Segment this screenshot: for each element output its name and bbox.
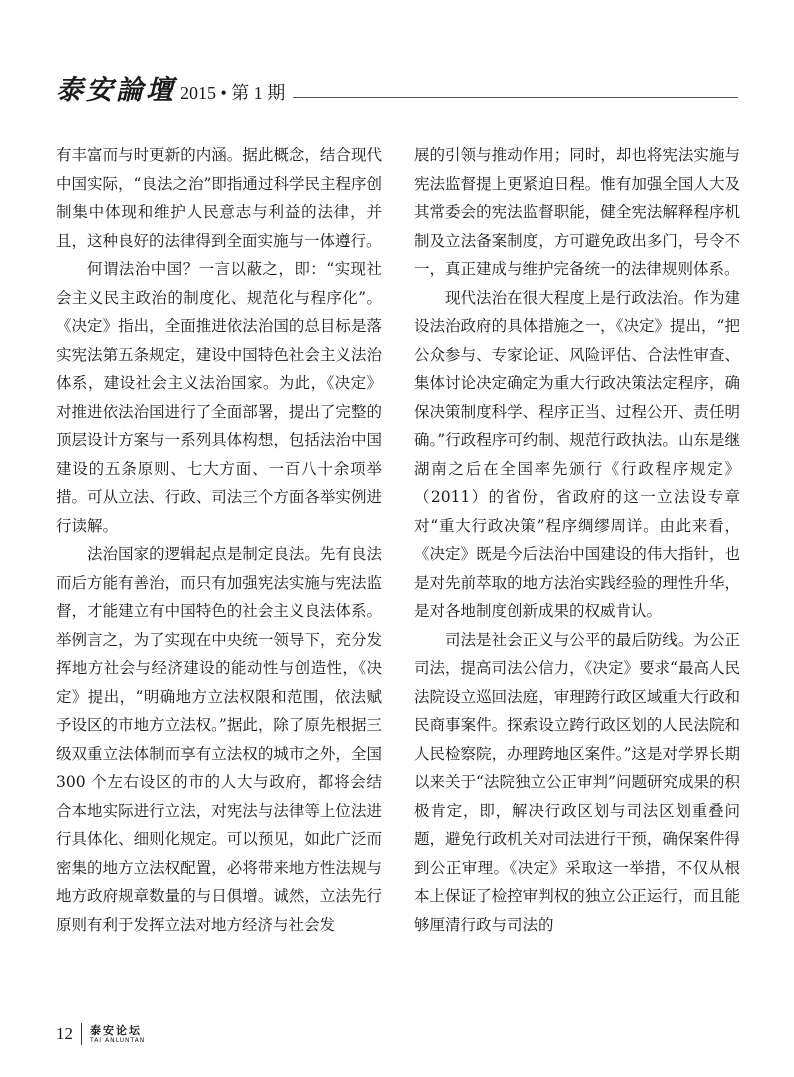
paragraph: 司法是社会正义与公平的最后防线。为公正司法，提高司法公信力，《决定》要求“最高人民法院设立巡回法庭，审理跨行政区域重大行政和民商事案件。探索设立跨行政区划的人民法院和人民检察院，办理跨地区案件。”这是对学界长期以来关于“法院独立公正审判”问题研究成果的积极肯定，即，解决行政区划与司法区划重叠问题，避免行政机关对司法进行干预，确保案件得到公正审理。《决定》采取这一举措，不仅从根本上保证了检控审判权的独立公正运行，而且能够厘清行政与司法的 xyxy=(414,630,740,934)
footer-logo-en: TAI ANLUNTAN xyxy=(90,1036,146,1044)
footer-logo xyxy=(90,1025,145,1044)
page-header xyxy=(56,70,738,104)
left-column xyxy=(56,141,382,939)
page-number: 12 xyxy=(56,1024,73,1043)
header-rule xyxy=(293,97,738,98)
page-footer xyxy=(56,1021,145,1047)
paragraph: 现代法治在很大程度上是行政法治。作为建设法治政府的具体措施之一，《决定》提出，“把公众参与、专家论证、风险评估、合法性审查、集体讨论决定确定为重大行政决策法定程序，确保决策制度科学、程序正当、过程公开、责任明确。”行政程序可约制、规范行政执法。山东是继湖南之后在全国率先颁行《行政程序规定》（2011）的省份，省政府的这一立法设专章对“重大行政决策”程序绸缪周详。由此来看，《决定》既是今后法治中国建设的伟大指针，也是对先前萃取的地方法治实践经验的理性升华，是对各地制度创新成果的权威肯认。 xyxy=(414,288,740,620)
paragraph: 有丰富而与时更新的内涵。据此概念，结合现代中国实际，“良法之治”即指通过科学民主程序创制集中体现和维护人民意志与利益的法律，并且，这种良好的法律得到全面实施与一体遵行。 xyxy=(56,146,382,250)
paragraph: 何谓法治中国？一言以蔽之，即：“实现社会主义民主政治的制度化、规范化与程序化”。《决定》指出，全面推进依法治国的总目标是落实宪法第五条规定，建设中国特色社会主义法治体系，建设社会主义法治国家。为此，《决定》对推进依法治国进行了全面部署，提出了完整的顶层设计方案与一系列具体构想，包括法治中国建设的五条原则、七大方面、一百八十余项举措。可从立法、行政、司法三个方面各举实例进行读解。 xyxy=(56,260,382,535)
paragraph: 法治国家的逻辑起点是制定良法。先有良法而后方能有善治，而只有加强宪法实施与宪法监督，才能建立有中国特色的社会主义良法体系。举例言之，为了实现在中央统一领导下，充分发挥地方社会与经济建设的能动性与创造性，《决定》提出，“明确地方立法权限和范围，依法赋予设区的市地方立法权。”据此，除了原先根据三级双重立法体制而享有立法权的城市之外，全国 300 个左右设区的市的人大与政府，都将会结合本地实际进行立法，对宪法与法律等上位法进行具体化、细则化规定。可以预见，如此广泛而密集的地方立法权配置，必将带来地方性法规与地方政府规章数量的与日俱增。诚然，立法先行原则有利于发挥立法对地方经济与社会发 xyxy=(56,545,382,934)
journal-brand: 泰安論壇 xyxy=(56,75,176,106)
footer-logo-cn: 泰安论坛 xyxy=(90,1023,142,1037)
paragraph: 展的引领与推动作用；同时，却也将宪法实施与宪法监督提上更紧迫日程。惟有加强全国人大及其常委会的宪法监督职能，健全宪法解释程序机制及立法备案制度，方可避免政出多门，号令不一，真正建成与维护完备统一的法律规则体系。 xyxy=(414,146,740,278)
footer-divider xyxy=(81,1023,82,1045)
right-column xyxy=(414,141,740,939)
article-body xyxy=(56,141,738,1021)
issue-label: 2015 • 第 1 期 xyxy=(180,83,286,103)
